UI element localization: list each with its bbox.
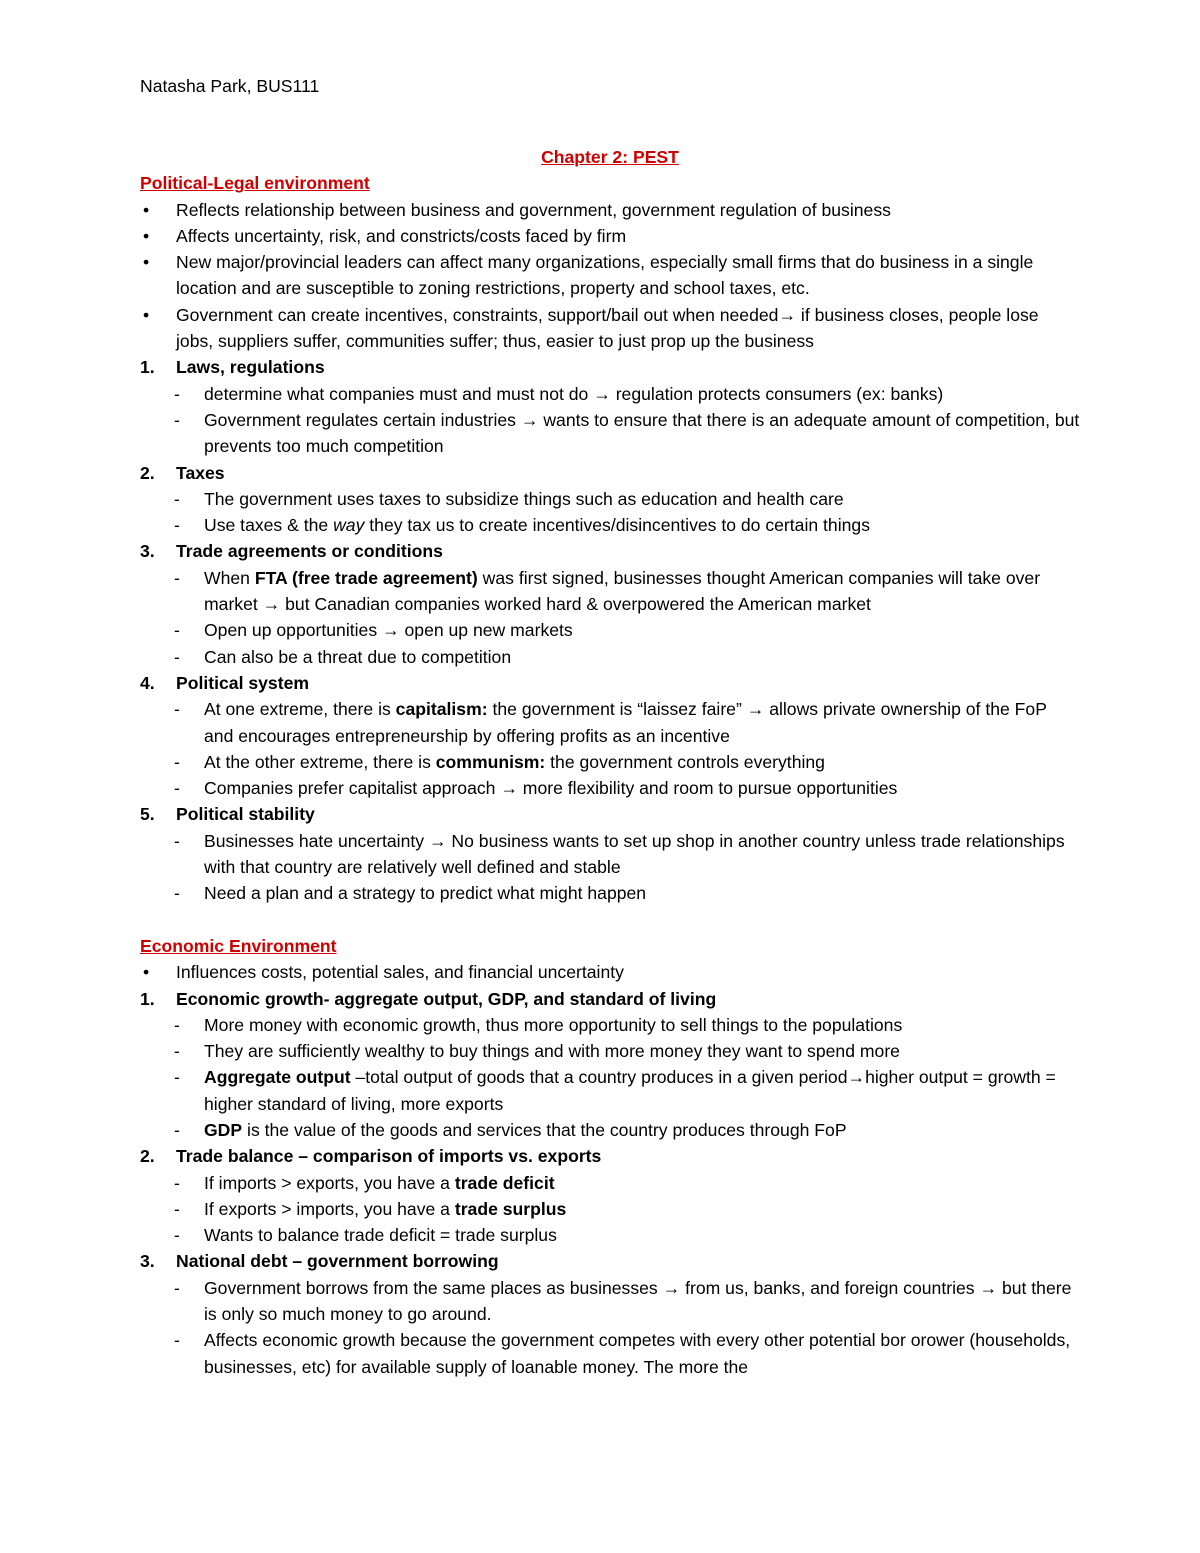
text-run: When — [204, 567, 255, 588]
dash-item: - The government uses taxes to subsidize things such as education and health care — [140, 486, 1080, 512]
numbered-heading-text: Political system — [176, 672, 309, 693]
text-run: they tax us to create incentives/disincentives to do certain things — [364, 515, 870, 536]
dash-item — [140, 1064, 1080, 1117]
bold-text: capitalism: — [395, 699, 488, 720]
numbered-heading-text: National debt – government borrowing — [176, 1251, 499, 1272]
dash-item — [140, 696, 1080, 749]
item-number: 5. — [140, 804, 155, 825]
item-number: 2. — [140, 462, 155, 483]
bullet-item: • Government can create incentives, constraints, support/bail out when needed→ if business closes, people lose jobs, suppliers suffer, communities suffer; thus, easier to just prop up the business — [140, 302, 1080, 355]
bold-text: trade deficit — [454, 1172, 555, 1193]
section-heading-economic: Economic Environment — [140, 935, 337, 956]
numbered-heading — [140, 670, 1080, 696]
text-run: the government controls everything — [545, 751, 825, 772]
numbered-heading — [140, 1143, 1080, 1169]
bold-text: Aggregate output — [204, 1067, 351, 1088]
bold-text: communism: — [435, 751, 546, 772]
numbered-heading — [140, 801, 1080, 827]
section-heading-political: Political-Legal environment — [140, 173, 370, 194]
numbered-heading-text: Political stability — [176, 804, 315, 825]
dash-item: - They are sufficiently wealthy to buy things and with more money they want to spend more — [140, 1038, 1080, 1064]
blank-line — [140, 907, 1080, 933]
document-body — [140, 144, 1080, 1380]
dash-item — [140, 565, 1080, 618]
dash-item: - Affects economic growth because the government competes with every other potential bor orower (households, businesses, etc) for available supply of loanable money. The more the — [140, 1327, 1080, 1380]
dash-item: - Companies prefer capitalist approach → more flexibility and room to pursue opportunities — [140, 775, 1080, 801]
dash-item: - Businesses hate uncertainty → No business wants to set up shop in another country unless trade relationships with that country are relatively well defined and stable — [140, 828, 1080, 881]
text-run: is the value of the goods and services that the country produces through FoP — [242, 1119, 847, 1140]
bold-text: FTA (free trade agreement) — [254, 567, 478, 588]
text-run: At one extreme, there is — [204, 699, 396, 720]
numbered-heading-text: Taxes — [176, 462, 225, 483]
numbered-heading-text: Economic growth- aggregate output, GDP, and standard of living — [176, 988, 717, 1009]
dash-item: - Wants to balance trade deficit = trade surplus — [140, 1222, 1080, 1248]
dash-item: - Government regulates certain industries → wants to ensure that there is an adequate amount of competition, but prevents too much competition — [140, 407, 1080, 460]
dash-item — [140, 1196, 1080, 1222]
bullet-item: • Reflects relationship between business and government, government regulation of business — [140, 197, 1080, 223]
item-number: 3. — [140, 541, 155, 562]
dash-item: - Open up opportunities → open up new markets — [140, 617, 1080, 643]
numbered-heading-text: Laws, regulations — [176, 357, 325, 378]
dash-item — [140, 512, 1080, 538]
numbered-heading — [140, 538, 1080, 564]
item-number: 1. — [140, 988, 155, 1009]
bullet-item: • Influences costs, potential sales, and financial uncertainty — [140, 959, 1080, 985]
numbered-heading — [140, 986, 1080, 1012]
bullet-item: • Affects uncertainty, risk, and constricts/costs faced by firm — [140, 223, 1080, 249]
bullet-item: • New major/provincial leaders can affect many organizations, especially small firms that do business in a single location and are susceptible to zoning restrictions, property and school taxes, etc. — [140, 249, 1080, 302]
dash-item — [140, 1170, 1080, 1196]
bold-text: GDP — [204, 1119, 243, 1140]
item-number: 1. — [140, 357, 155, 378]
text-run: Use taxes & the — [204, 515, 334, 536]
item-number: 2. — [140, 1146, 155, 1167]
chapter-title: Chapter 2: PEST — [541, 147, 679, 167]
bold-text: trade surplus — [454, 1198, 567, 1219]
italic-text: way — [333, 515, 365, 536]
dash-item: - determine what companies must and must not do → regulation protects consumers (ex: banks) — [140, 381, 1080, 407]
item-number: 4. — [140, 672, 155, 693]
document-header: Natasha Park, BUS111 — [140, 76, 320, 96]
dash-item: - Need a plan and a strategy to predict what might happen — [140, 880, 1080, 906]
dash-item: - More money with economic growth, thus more opportunity to sell things to the populations — [140, 1012, 1080, 1038]
text-run: If imports > exports, you have a — [204, 1172, 455, 1193]
dash-item — [140, 1117, 1080, 1143]
numbered-heading-text: Trade agreements or conditions — [176, 541, 443, 562]
numbered-heading — [140, 460, 1080, 486]
dash-item: - Government borrows from the same places as businesses → from us, banks, and foreign countries → but there is only so much money to go around. — [140, 1275, 1080, 1328]
numbered-heading-text: Trade balance – comparison of imports vs. exports — [176, 1146, 602, 1167]
text-run: –total output of goods that a country produces in a given period→higher output = growth = higher standard of living, more exports — [204, 1067, 1056, 1114]
text-run: was first signed, businesses thought American companies will take over market → but Canadian companies worked hard & overpowered the American market — [204, 567, 1041, 615]
numbered-heading — [140, 1248, 1080, 1274]
dash-item — [140, 749, 1080, 775]
item-number: 3. — [140, 1251, 155, 1272]
text-run: At the other extreme, there is — [204, 751, 436, 772]
dash-item: - Can also be a threat due to competition — [140, 644, 1080, 670]
text-run: the government is “laissez faire” → allows private ownership of the FoP and encourages entrepreneurship by offering profits as an incentive — [204, 699, 1047, 746]
text-run: If exports > imports, you have a — [204, 1198, 455, 1219]
numbered-heading — [140, 354, 1080, 380]
